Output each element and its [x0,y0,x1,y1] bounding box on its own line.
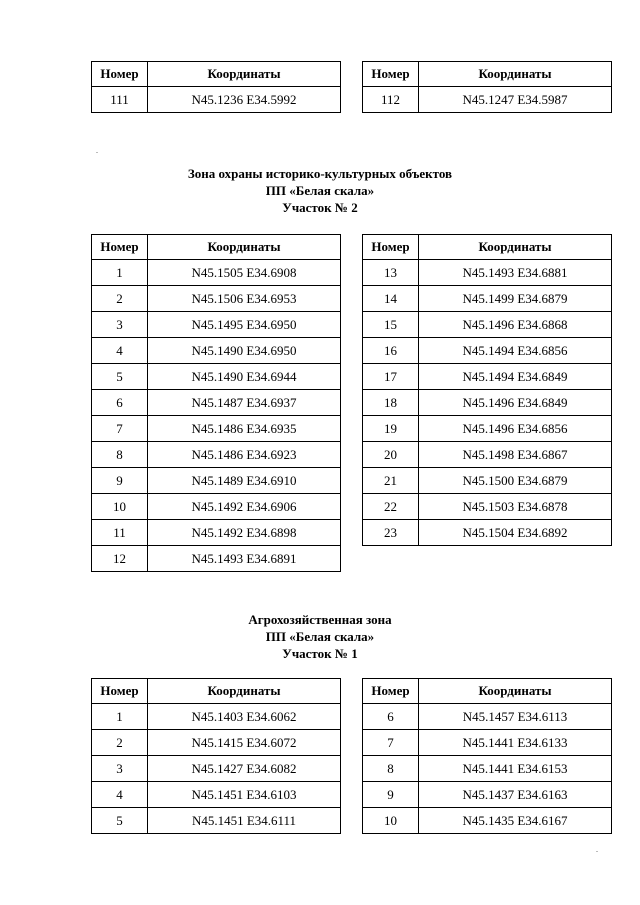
section2-heading [0,165,640,216]
table-row [363,730,612,756]
point-coordinates: N45.1495 E34.6950 [148,312,341,338]
point-coordinates: N45.1441 E34.6153 [419,756,612,782]
point-number: 10 [363,808,419,834]
point-coordinates: N45.1496 E34.6849 [419,390,612,416]
point-coordinates: N45.1441 E34.6133 [419,730,612,756]
table-header-row [92,235,341,260]
table-row [363,312,612,338]
section3-right-table [362,678,612,834]
point-coordinates: N45.1451 E34.6103 [148,782,341,808]
point-coordinates: N45.1489 E34.6910 [148,468,341,494]
point-coordinates: N45.1437 E34.6163 [419,782,612,808]
point-coordinates: N45.1496 E34.6856 [419,416,612,442]
section3-plot: Участок № 1 [282,646,358,661]
table-header-row [363,679,612,704]
point-coordinates: N45.1486 E34.6935 [148,416,341,442]
point-number: 17 [363,364,419,390]
point-coordinates: N45.1490 E34.6950 [148,338,341,364]
point-number: 7 [363,730,419,756]
point-number: 23 [363,520,419,546]
point-number: 2 [92,730,148,756]
table-header-row [363,62,612,87]
point-coordinates: N45.1247 E34.5987 [419,87,612,113]
table-row [92,442,341,468]
table-row [92,286,341,312]
point-coordinates: N45.1457 E34.6113 [419,704,612,730]
coords-header: Координаты [419,679,612,704]
table-row [363,704,612,730]
table-row [92,730,341,756]
section3-heading [0,611,640,662]
point-number: 21 [363,468,419,494]
table-row [92,756,341,782]
table-row [92,808,341,834]
point-coordinates: N45.1236 E34.5992 [148,87,341,113]
table-row [92,520,341,546]
section2-right-table [362,234,612,546]
point-coordinates: N45.1503 E34.6878 [419,494,612,520]
top-left-table [91,61,341,113]
point-coordinates: N45.1487 E34.6937 [148,390,341,416]
table-row [92,782,341,808]
point-number: 6 [92,390,148,416]
point-number: 1 [92,704,148,730]
table-row [363,87,612,113]
point-number: 6 [363,704,419,730]
point-number: 16 [363,338,419,364]
point-coordinates: N45.1492 E34.6898 [148,520,341,546]
point-coordinates: N45.1504 E34.6892 [419,520,612,546]
number-header: Номер [92,62,148,87]
section3-subtitle: ПП «Белая скала» [265,629,375,644]
coords-header: Координаты [148,679,341,704]
point-coordinates: N45.1451 E34.6111 [148,808,341,834]
point-coordinates: N45.1496 E34.6868 [419,312,612,338]
point-number: 13 [363,260,419,286]
point-coordinates: N45.1415 E34.6072 [148,730,341,756]
table-header-row [92,679,341,704]
number-header: Номер [363,235,419,260]
point-number: 8 [363,756,419,782]
point-number: 8 [92,442,148,468]
point-coordinates: N45.1493 E34.6891 [148,546,341,572]
table-row [363,756,612,782]
point-coordinates: N45.1500 E34.6879 [419,468,612,494]
point-number: 4 [92,338,148,364]
table-row [363,416,612,442]
point-number: 14 [363,286,419,312]
point-number: 19 [363,416,419,442]
section2-subtitle: ПП «Белая скала» [265,183,375,198]
table-row [363,338,612,364]
section2-left-table [91,234,341,572]
point-coordinates: N45.1486 E34.6923 [148,442,341,468]
point-number: 2 [92,286,148,312]
table-row [92,312,341,338]
point-number: 11 [92,520,148,546]
point-number: 5 [92,364,148,390]
table-row [363,390,612,416]
section3-title: Агрохозяйственная зона [248,612,392,627]
point-number: 9 [92,468,148,494]
table-row [92,494,341,520]
scan-speck [596,851,598,852]
table-row [363,468,612,494]
point-number: 15 [363,312,419,338]
table-row [92,390,341,416]
top-right-table [362,61,612,113]
coords-header: Координаты [148,235,341,260]
point-coordinates: N45.1506 E34.6953 [148,286,341,312]
table-row [363,364,612,390]
coords-header: Координаты [419,235,612,260]
point-number: 12 [92,546,148,572]
table-header-row [363,235,612,260]
point-number: 7 [92,416,148,442]
point-number: 3 [92,312,148,338]
point-number: 3 [92,756,148,782]
point-number: 112 [363,87,419,113]
table-row [363,520,612,546]
point-coordinates: N45.1427 E34.6082 [148,756,341,782]
section3-left-table [91,678,341,834]
number-header: Номер [363,679,419,704]
table-row [92,546,341,572]
point-coordinates: N45.1494 E34.6849 [419,364,612,390]
section2-title: Зона охраны историко-культурных объектов [187,166,453,181]
number-header: Номер [92,235,148,260]
table-row [92,704,341,730]
point-coordinates: N45.1493 E34.6881 [419,260,612,286]
table-row [92,364,341,390]
table-row [92,87,341,113]
table-row [92,338,341,364]
table-row [363,286,612,312]
table-row [92,416,341,442]
scan-speck [96,152,98,153]
number-header: Номер [92,679,148,704]
point-coordinates: N45.1505 E34.6908 [148,260,341,286]
table-row [92,260,341,286]
point-coordinates: N45.1403 E34.6062 [148,704,341,730]
coords-header: Координаты [148,62,341,87]
point-number: 9 [363,782,419,808]
point-coordinates: N45.1499 E34.6879 [419,286,612,312]
point-number: 4 [92,782,148,808]
table-row [363,782,612,808]
table-row [363,494,612,520]
point-coordinates: N45.1492 E34.6906 [148,494,341,520]
point-number: 1 [92,260,148,286]
section2-plot: Участок № 2 [282,200,358,215]
point-number: 10 [92,494,148,520]
point-coordinates: N45.1435 E34.6167 [419,808,612,834]
point-number: 111 [92,87,148,113]
point-coordinates: N45.1494 E34.6856 [419,338,612,364]
table-header-row [92,62,341,87]
point-number: 20 [363,442,419,468]
point-coordinates: N45.1490 E34.6944 [148,364,341,390]
point-number: 22 [363,494,419,520]
coords-header: Координаты [419,62,612,87]
number-header: Номер [363,62,419,87]
table-row [92,468,341,494]
table-row [363,442,612,468]
point-number: 18 [363,390,419,416]
table-row [363,260,612,286]
table-row [363,808,612,834]
point-number: 5 [92,808,148,834]
point-coordinates: N45.1498 E34.6867 [419,442,612,468]
